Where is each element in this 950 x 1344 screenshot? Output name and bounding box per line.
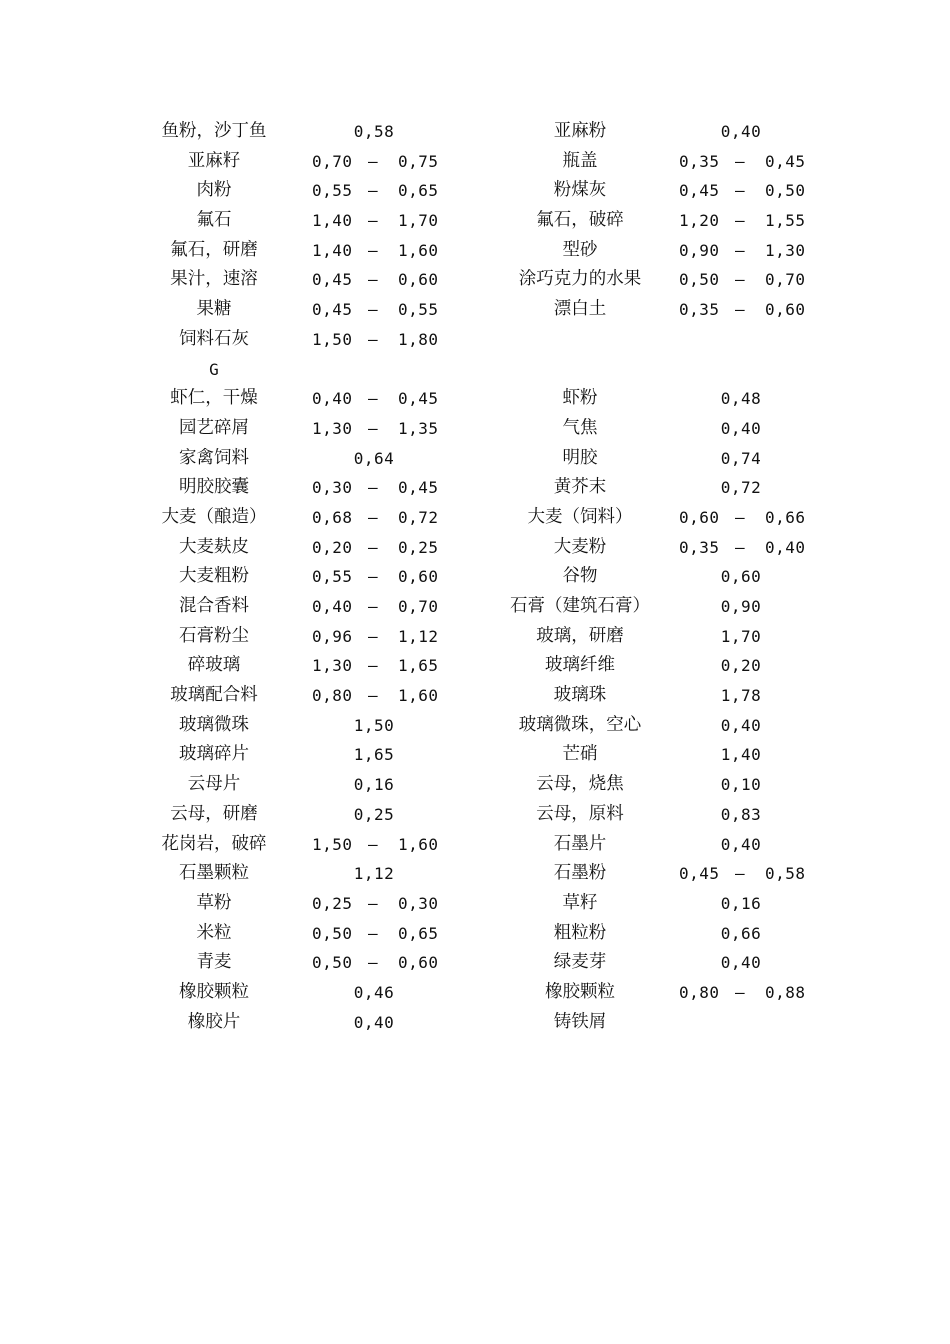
density-value: 0,40 [720, 418, 762, 438]
range-dash: – [368, 270, 379, 290]
density-value: 1,12 [353, 864, 395, 884]
density-max: 0,60 [765, 300, 806, 320]
density-min: 0,68 [312, 507, 353, 527]
table-row [0, 830, 950, 860]
range-dash: – [735, 240, 746, 260]
material-name: 大麦麸皮 [179, 536, 249, 557]
density-max: 0,60 [398, 270, 439, 290]
material-name: 氟石 [196, 210, 232, 231]
range-dash: – [368, 567, 379, 587]
material-name: 花岗岩，破碎 [161, 833, 267, 854]
range-dash: – [735, 181, 746, 201]
density-min: 1,20 [679, 211, 720, 231]
density-value: 0,40 [720, 834, 762, 854]
density-max: 0,55 [398, 300, 439, 320]
material-name: 大麦粗粉 [179, 566, 249, 587]
range-dash: – [368, 893, 379, 913]
material-name: 玻璃碎片 [179, 744, 249, 765]
material-name: 虾仁，干燥 [170, 388, 258, 409]
density-min: 0,30 [312, 478, 353, 498]
range-dash: – [735, 982, 746, 1002]
material-name: 型砂 [562, 239, 598, 260]
material-name: 果糖 [196, 299, 232, 320]
density-min: 0,50 [312, 953, 353, 973]
material-name: 石膏粉尘 [179, 625, 249, 646]
density-max: 0,66 [765, 507, 806, 527]
table-row [0, 533, 950, 563]
density-value: 0,64 [353, 448, 395, 468]
density-max: 1,12 [398, 626, 439, 646]
density-min: 0,35 [679, 537, 720, 557]
density-value: 0,90 [720, 597, 762, 616]
range-dash: – [368, 181, 379, 201]
range-dash: – [368, 151, 379, 171]
material-name: 云母，原料 [536, 803, 624, 824]
material-name: 芒硝 [562, 744, 598, 765]
range-dash: – [368, 418, 379, 438]
material-name: 混合香料 [179, 596, 249, 616]
density-min: 0,45 [679, 181, 720, 201]
range-dash: – [368, 537, 379, 557]
density-value: 1,50 [353, 715, 395, 735]
density-max: 0,70 [398, 597, 439, 616]
material-name: 玻璃，研磨 [536, 625, 624, 646]
material-name: 大麦（饲料） [527, 506, 633, 527]
density-min: 1,30 [312, 656, 353, 676]
density-max: 0,45 [398, 478, 439, 498]
material-name: 草粉 [196, 892, 232, 913]
density-min: 1,40 [312, 240, 353, 260]
material-name: 石膏（建筑石膏） [510, 596, 650, 616]
density-max: 0,30 [398, 893, 439, 913]
density-max: 1,80 [398, 329, 439, 349]
table-row [0, 978, 950, 1008]
density-value: 0,16 [720, 893, 762, 913]
bulk-density-table [0, 117, 950, 1037]
density-max: 1,60 [398, 834, 439, 854]
density-min: 1,40 [312, 211, 353, 231]
range-dash: – [735, 507, 746, 527]
density-max: 0,65 [398, 923, 439, 943]
density-max: 0,88 [765, 982, 806, 1002]
range-dash: – [368, 389, 379, 409]
density-min: 0,70 [312, 151, 353, 171]
range-dash: – [368, 686, 379, 706]
density-max: 1,65 [398, 656, 439, 676]
density-value: 0,40 [353, 1012, 395, 1032]
density-max: 1,70 [398, 211, 439, 231]
density-min: 0,55 [312, 567, 353, 587]
density-min: 0,50 [312, 923, 353, 943]
density-value: 0,46 [353, 982, 395, 1002]
table-row [0, 473, 950, 503]
range-dash: – [735, 864, 746, 884]
table-row [0, 117, 950, 147]
table-row [0, 414, 950, 444]
material-name: 玻璃配合料 [170, 685, 258, 706]
density-value: 0,60 [720, 567, 762, 587]
table-row [0, 444, 950, 474]
density-max: 0,65 [398, 181, 439, 201]
material-name: 铸铁屑 [553, 1011, 607, 1032]
material-name: 涂巧克力的水果 [518, 269, 642, 290]
density-value: 0,16 [353, 775, 395, 795]
material-name: 草籽 [562, 892, 598, 913]
density-max: 0,72 [398, 507, 439, 527]
material-name: 云母，烧焦 [536, 774, 624, 795]
density-max: 0,58 [765, 864, 806, 884]
table-row [0, 770, 950, 800]
material-name: 玻璃纤维 [545, 655, 615, 676]
density-min: 0,80 [312, 686, 353, 706]
density-min: 0,35 [679, 300, 720, 320]
density-max: 1,60 [398, 240, 439, 260]
density-max: 0,70 [765, 270, 806, 290]
material-name: 饲料石灰 [179, 328, 249, 349]
table-row [0, 622, 950, 652]
material-name: 漂白土 [553, 299, 607, 320]
range-dash: – [368, 507, 379, 527]
density-value: 0,83 [720, 804, 762, 824]
material-name: 橡胶颗粒 [179, 981, 249, 1002]
table-row [0, 1008, 950, 1038]
density-min: 0,50 [679, 270, 720, 290]
table-row [0, 889, 950, 919]
range-dash: – [368, 597, 379, 616]
table-row [0, 147, 950, 177]
table-row [0, 265, 950, 295]
range-dash: – [735, 537, 746, 557]
table-row [0, 295, 950, 325]
density-max: 0,45 [398, 389, 439, 409]
table-row [0, 800, 950, 830]
density-max: 0,75 [398, 151, 439, 171]
material-name: 大麦粉 [553, 536, 607, 557]
density-value: 0,10 [720, 775, 762, 795]
material-name: 谷物 [562, 566, 598, 587]
density-min: 0,45 [312, 300, 353, 320]
density-value: 1,70 [720, 626, 762, 646]
density-min: 0,40 [312, 597, 353, 616]
material-name: 大麦（酿造） [161, 506, 267, 527]
range-dash: – [368, 300, 379, 320]
material-name: 肉粉 [196, 180, 232, 201]
density-min: 0,45 [312, 270, 353, 290]
density-min: 1,50 [312, 329, 353, 349]
density-max: 0,60 [398, 953, 439, 973]
density-value: 0,72 [720, 478, 762, 498]
material-name: 粉煤灰 [553, 180, 607, 201]
material-name: 瓶盖 [562, 150, 598, 171]
density-value: 0,48 [720, 389, 762, 409]
table-row [0, 236, 950, 266]
material-name: 明胶 [562, 447, 598, 468]
material-name: 石墨粉 [553, 863, 607, 884]
density-max: 1,35 [398, 418, 439, 438]
density-min: 0,20 [312, 537, 353, 557]
range-dash: – [368, 240, 379, 260]
table-row [0, 948, 950, 978]
density-min: 0,80 [679, 982, 720, 1002]
density-value: 0,25 [353, 804, 395, 824]
material-name: 碎玻璃 [187, 655, 241, 676]
material-name: 玻璃珠 [553, 685, 607, 706]
table-row [0, 206, 950, 236]
material-name: 虾粉 [562, 388, 598, 409]
density-value: 1,65 [353, 745, 395, 765]
range-dash: – [368, 329, 379, 349]
range-dash: – [368, 923, 379, 943]
density-max: 0,60 [398, 567, 439, 587]
range-dash: – [368, 953, 379, 973]
material-name: 石墨颗粒 [179, 863, 249, 884]
density-max: 0,50 [765, 181, 806, 201]
density-max: 0,45 [765, 151, 806, 171]
material-name: 绿麦芽 [553, 952, 607, 973]
density-min: 0,55 [312, 181, 353, 201]
material-name: 家禽饲料 [179, 447, 249, 468]
range-dash: – [368, 211, 379, 231]
table-row [0, 681, 950, 711]
material-name: 黄芥末 [553, 477, 607, 498]
material-name: 氟石，研磨 [170, 239, 258, 260]
material-name: 园艺碎屑 [179, 417, 249, 438]
table-row [0, 740, 950, 770]
density-max: 0,40 [765, 537, 806, 557]
table-row [0, 651, 950, 681]
table-row [0, 859, 950, 889]
table-row [0, 711, 950, 741]
table-row [0, 503, 950, 533]
material-name: 氟石，破碎 [536, 210, 624, 231]
table-row [0, 562, 950, 592]
range-dash: – [368, 834, 379, 854]
material-name: 粗粒粉 [553, 922, 607, 943]
material-name: 橡胶颗粒 [545, 981, 615, 1002]
density-value: 0,40 [720, 953, 762, 973]
material-name: 石墨片 [553, 833, 607, 854]
section-letter: G [209, 359, 219, 379]
material-name: 橡胶片 [187, 1011, 241, 1032]
section-heading-row [0, 355, 950, 385]
density-max: 1,55 [765, 211, 806, 231]
range-dash: – [368, 478, 379, 498]
density-value: 0,40 [720, 715, 762, 735]
density-value: 0,66 [720, 923, 762, 943]
material-name: 果汁，速溶 [170, 269, 258, 290]
table-row [0, 325, 950, 355]
density-min: 0,45 [679, 864, 720, 884]
density-min: 0,25 [312, 893, 353, 913]
range-dash: – [735, 300, 746, 320]
range-dash: – [735, 151, 746, 171]
density-min: 0,35 [679, 151, 720, 171]
density-min: 1,30 [312, 418, 353, 438]
density-value: 0,20 [720, 656, 762, 676]
material-name: 明胶胶囊 [179, 477, 249, 498]
range-dash: – [735, 211, 746, 231]
material-name: 云母片 [187, 774, 241, 795]
density-min: 0,90 [679, 240, 720, 260]
density-min: 0,40 [312, 389, 353, 409]
material-name: 气焦 [562, 417, 598, 438]
table-row [0, 176, 950, 206]
material-name: 亚麻籽 [187, 150, 241, 171]
density-value: 1,40 [720, 745, 762, 765]
density-value: 0,74 [720, 448, 762, 468]
table-row [0, 919, 950, 949]
density-min: 0,96 [312, 626, 353, 646]
density-max: 0,25 [398, 537, 439, 557]
density-value: 0,40 [720, 122, 762, 141]
material-name: 云母，研磨 [170, 803, 258, 824]
material-name: 米粒 [196, 922, 232, 943]
table-row [0, 384, 950, 414]
density-value: 0,58 [353, 122, 395, 141]
density-max: 1,60 [398, 686, 439, 706]
range-dash: – [368, 626, 379, 646]
density-min: 1,50 [312, 834, 353, 854]
material-name: 鱼粉，沙丁鱼 [161, 121, 267, 141]
material-name: 青麦 [196, 952, 232, 973]
material-name: 玻璃微珠 [179, 714, 249, 735]
range-dash: – [735, 270, 746, 290]
range-dash: – [368, 656, 379, 676]
density-max: 1,30 [765, 240, 806, 260]
material-name: 玻璃微珠，空心 [518, 714, 642, 735]
table-row [0, 592, 950, 622]
material-name: 亚麻粉 [553, 121, 607, 141]
density-min: 0,60 [679, 507, 720, 527]
density-value: 1,78 [720, 686, 762, 706]
